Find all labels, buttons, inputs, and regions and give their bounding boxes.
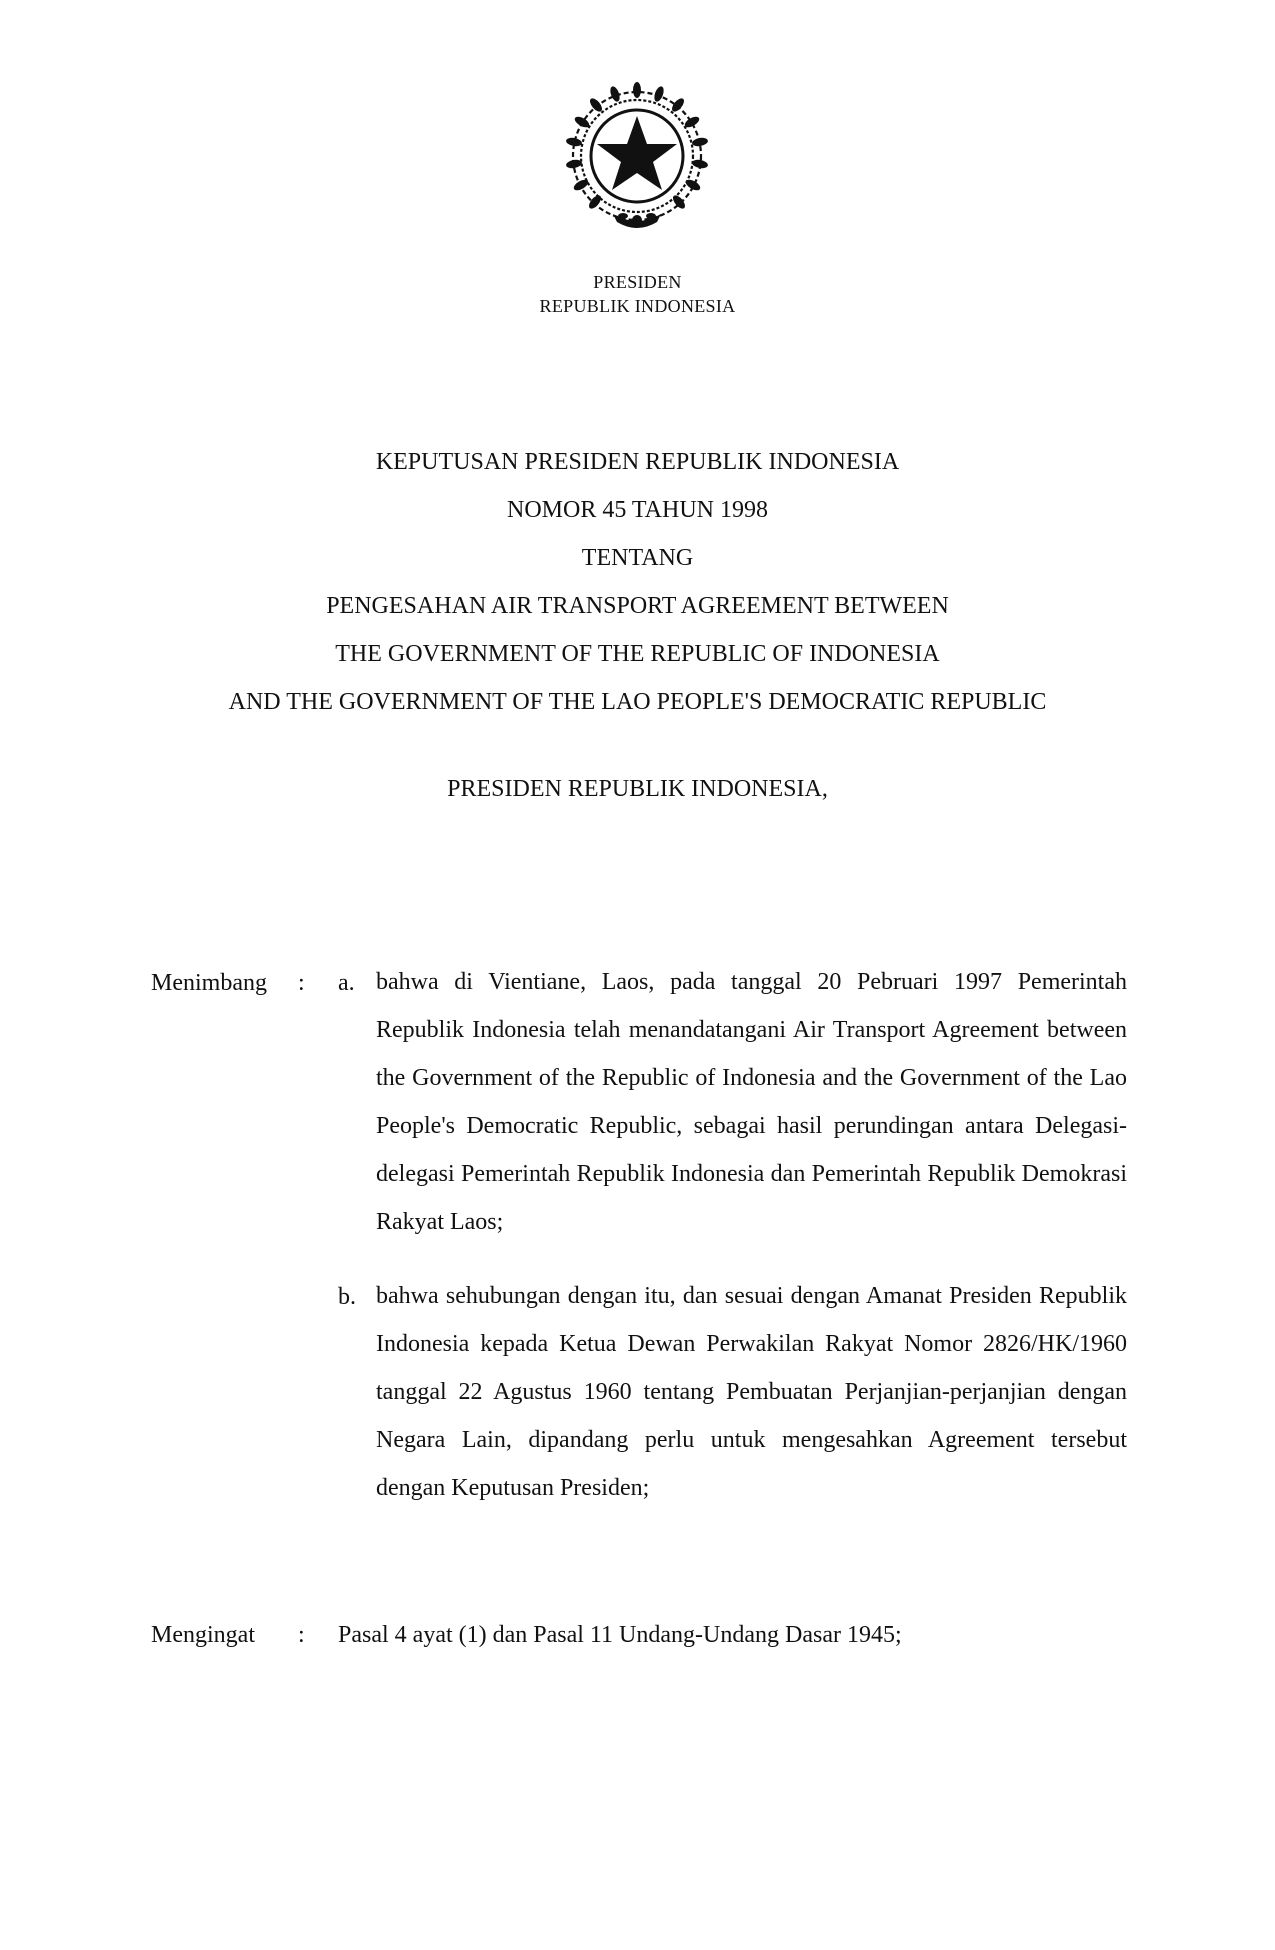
menimbang-colon: : xyxy=(298,970,305,996)
mengingat-label: Mengingat xyxy=(151,1622,255,1648)
title-line-5: THE GOVERNMENT OF THE REPUBLIC OF INDONESIA xyxy=(335,641,940,667)
mengingat-text: Pasal 4 ayat (1) dan Pasal 11 Undang-Undang Dasar 1945; xyxy=(338,1622,902,1648)
menimbang-item-a-text: bahwa di Vientiane, Laos, pada tanggal 20 Pebruari 1997 Pemerintah Republik Indonesia telah menandatangani Air Transport Agreement between the Government of the Republic of Indonesia and the Government of the Lao People's Democratic Republic, sebagai hasil perundingan antara Delegasi-delegasi Pemerintah Republik Indonesia dan Pemerintah Republik Demokrasi Rakyat Laos; xyxy=(376,969,1127,1235)
title-line-3: TENTANG xyxy=(581,545,694,571)
mengingat-colon: : xyxy=(298,1622,305,1648)
letterhead-presiden: PRESIDEN xyxy=(593,272,682,292)
title-line-2: NOMOR 45 TAHUN 1998 xyxy=(507,497,768,523)
letterhead-republik-indonesia: REPUBLIK INDONESIA xyxy=(539,296,736,316)
menimbang-item-b-text: bahwa sehubungan dengan itu, dan sesuai dengan Amanat Presiden Republik Indonesia kepada Ketua Dewan Perwakilan Rakyat Nomor 2826/HK/1960 tanggal 22 Agustus 1960 tentang Pembuatan Perjanjian-perjanjian dengan Negara Lain, dipandang perlu untuk mengesahkan Agreement tersebut dengan Keputusan Presiden; xyxy=(376,1283,1127,1501)
decree-title xyxy=(0,438,1275,726)
menimbang-label: Menimbang xyxy=(151,970,267,996)
menimbang-item-b-marker: b. xyxy=(338,1284,356,1310)
title-line-1: KEPUTUSAN PRESIDEN REPUBLIK INDONESIA xyxy=(375,449,900,475)
garuda-star-wreath-emblem-icon xyxy=(557,78,717,240)
menimbang-item-a-marker: a. xyxy=(338,970,355,996)
presiden-heading: PRESIDEN REPUBLIK INDONESIA, xyxy=(447,776,828,802)
title-line-6: AND THE GOVERNMENT OF THE LAO PEOPLE'S DEMOCRATIC REPUBLIC xyxy=(228,689,1047,715)
title-line-4: PENGESAHAN AIR TRANSPORT AGREEMENT BETWEEN xyxy=(326,593,949,619)
